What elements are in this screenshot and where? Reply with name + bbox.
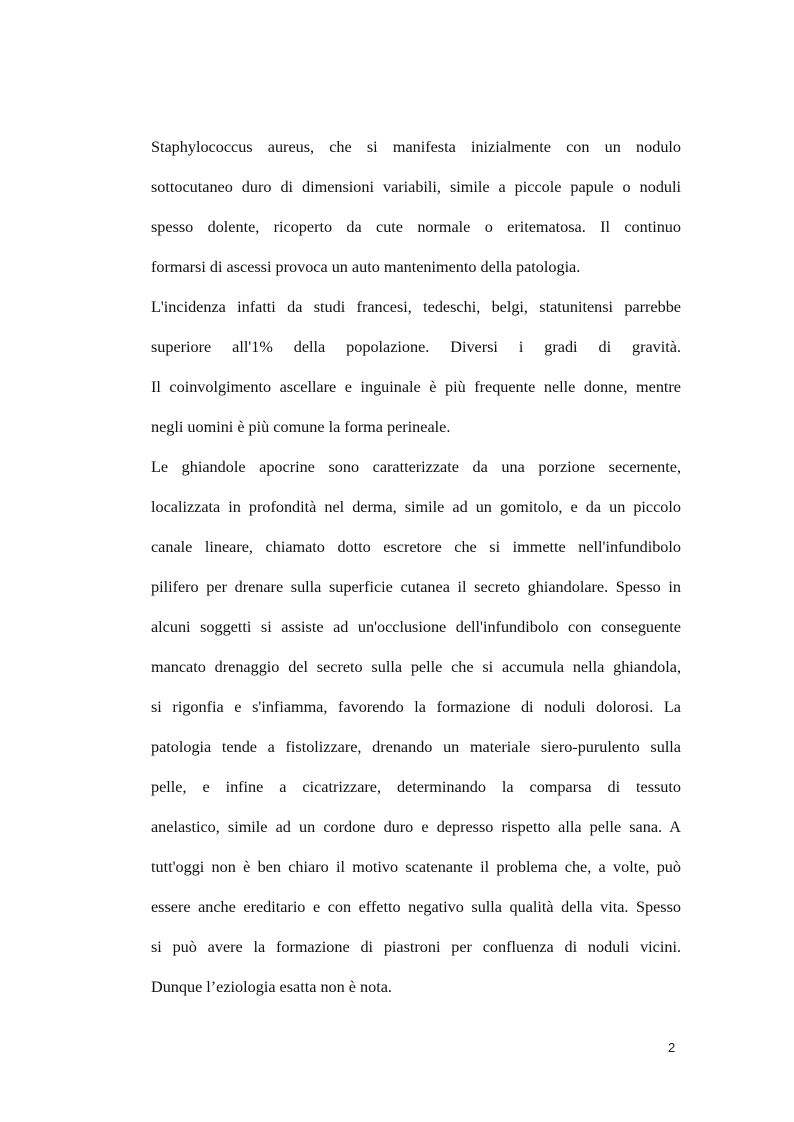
text-line: tutt'oggi non è ben chiaro il motivo scatenante il problema che, a volte, può [151,858,681,876]
text-line: essere anche ereditario e con effetto negativo sulla qualità della vita. Spesso [151,898,681,916]
page-number: 2 [668,1040,676,1055]
text-line: canale lineare, chiamato dotto escretore che si immette nell'infundibolo [151,538,681,556]
text-line: Le ghiandole apocrine sono caratterizzate da una porzione secernente, [151,458,681,476]
text-line: anelastico, simile ad un cordone duro e depresso rispetto alla pelle sana. A [151,818,681,836]
text-line: alcuni soggetti si assiste ad un'occlusione dell'infundibolo con conseguente [151,618,681,636]
text-line: patologia tende a fistolizzare, drenando un materiale siero-purulento sulla [151,738,681,756]
text-line: negli uomini è più comune la forma perineale. [151,418,451,436]
text-line: pelle, e infine a cicatrizzare, determinando la comparsa di tessuto [151,778,681,796]
text-line: Staphylococcus aureus, che si manifesta inizialmente con un nodulo [151,138,681,156]
text-line: L'incidenza infatti da studi francesi, tedeschi, belgi, statunitensi parrebbe [151,298,681,316]
text-line: si rigonfia e s'infiamma, favorendo la formazione di noduli dolorosi. La [151,698,681,716]
text-line: si può avere la formazione di piastroni per confluenza di noduli vicini. [151,938,681,956]
text-line: spesso dolente, ricoperto da cute normale o eritematosa. Il continuo [151,218,681,236]
body-text [151,127,681,1007]
text-line: mancato drenaggio del secreto sulla pelle che si accumula nella ghiandola, [151,658,681,676]
text-line: Il coinvolgimento ascellare e inguinale è più frequente nelle donne, mentre [151,378,681,396]
text-line: Dunque l’eziologia esatta non è nota. [151,978,392,996]
text-line: pilifero per drenare sulla superficie cutanea il secreto ghiandolare. Spesso in [151,578,681,596]
text-line: sottocutaneo duro di dimensioni variabili, simile a piccole papule o noduli [151,178,681,196]
text-line: localizzata in profondità nel derma, simile ad un gomitolo, e da un piccolo [151,498,681,516]
text-line: superiore all'1% della popolazione. Diversi i gradi di gravità. [151,338,681,356]
text-line: formarsi di ascessi provoca un auto mantenimento della patologia. [151,258,581,276]
